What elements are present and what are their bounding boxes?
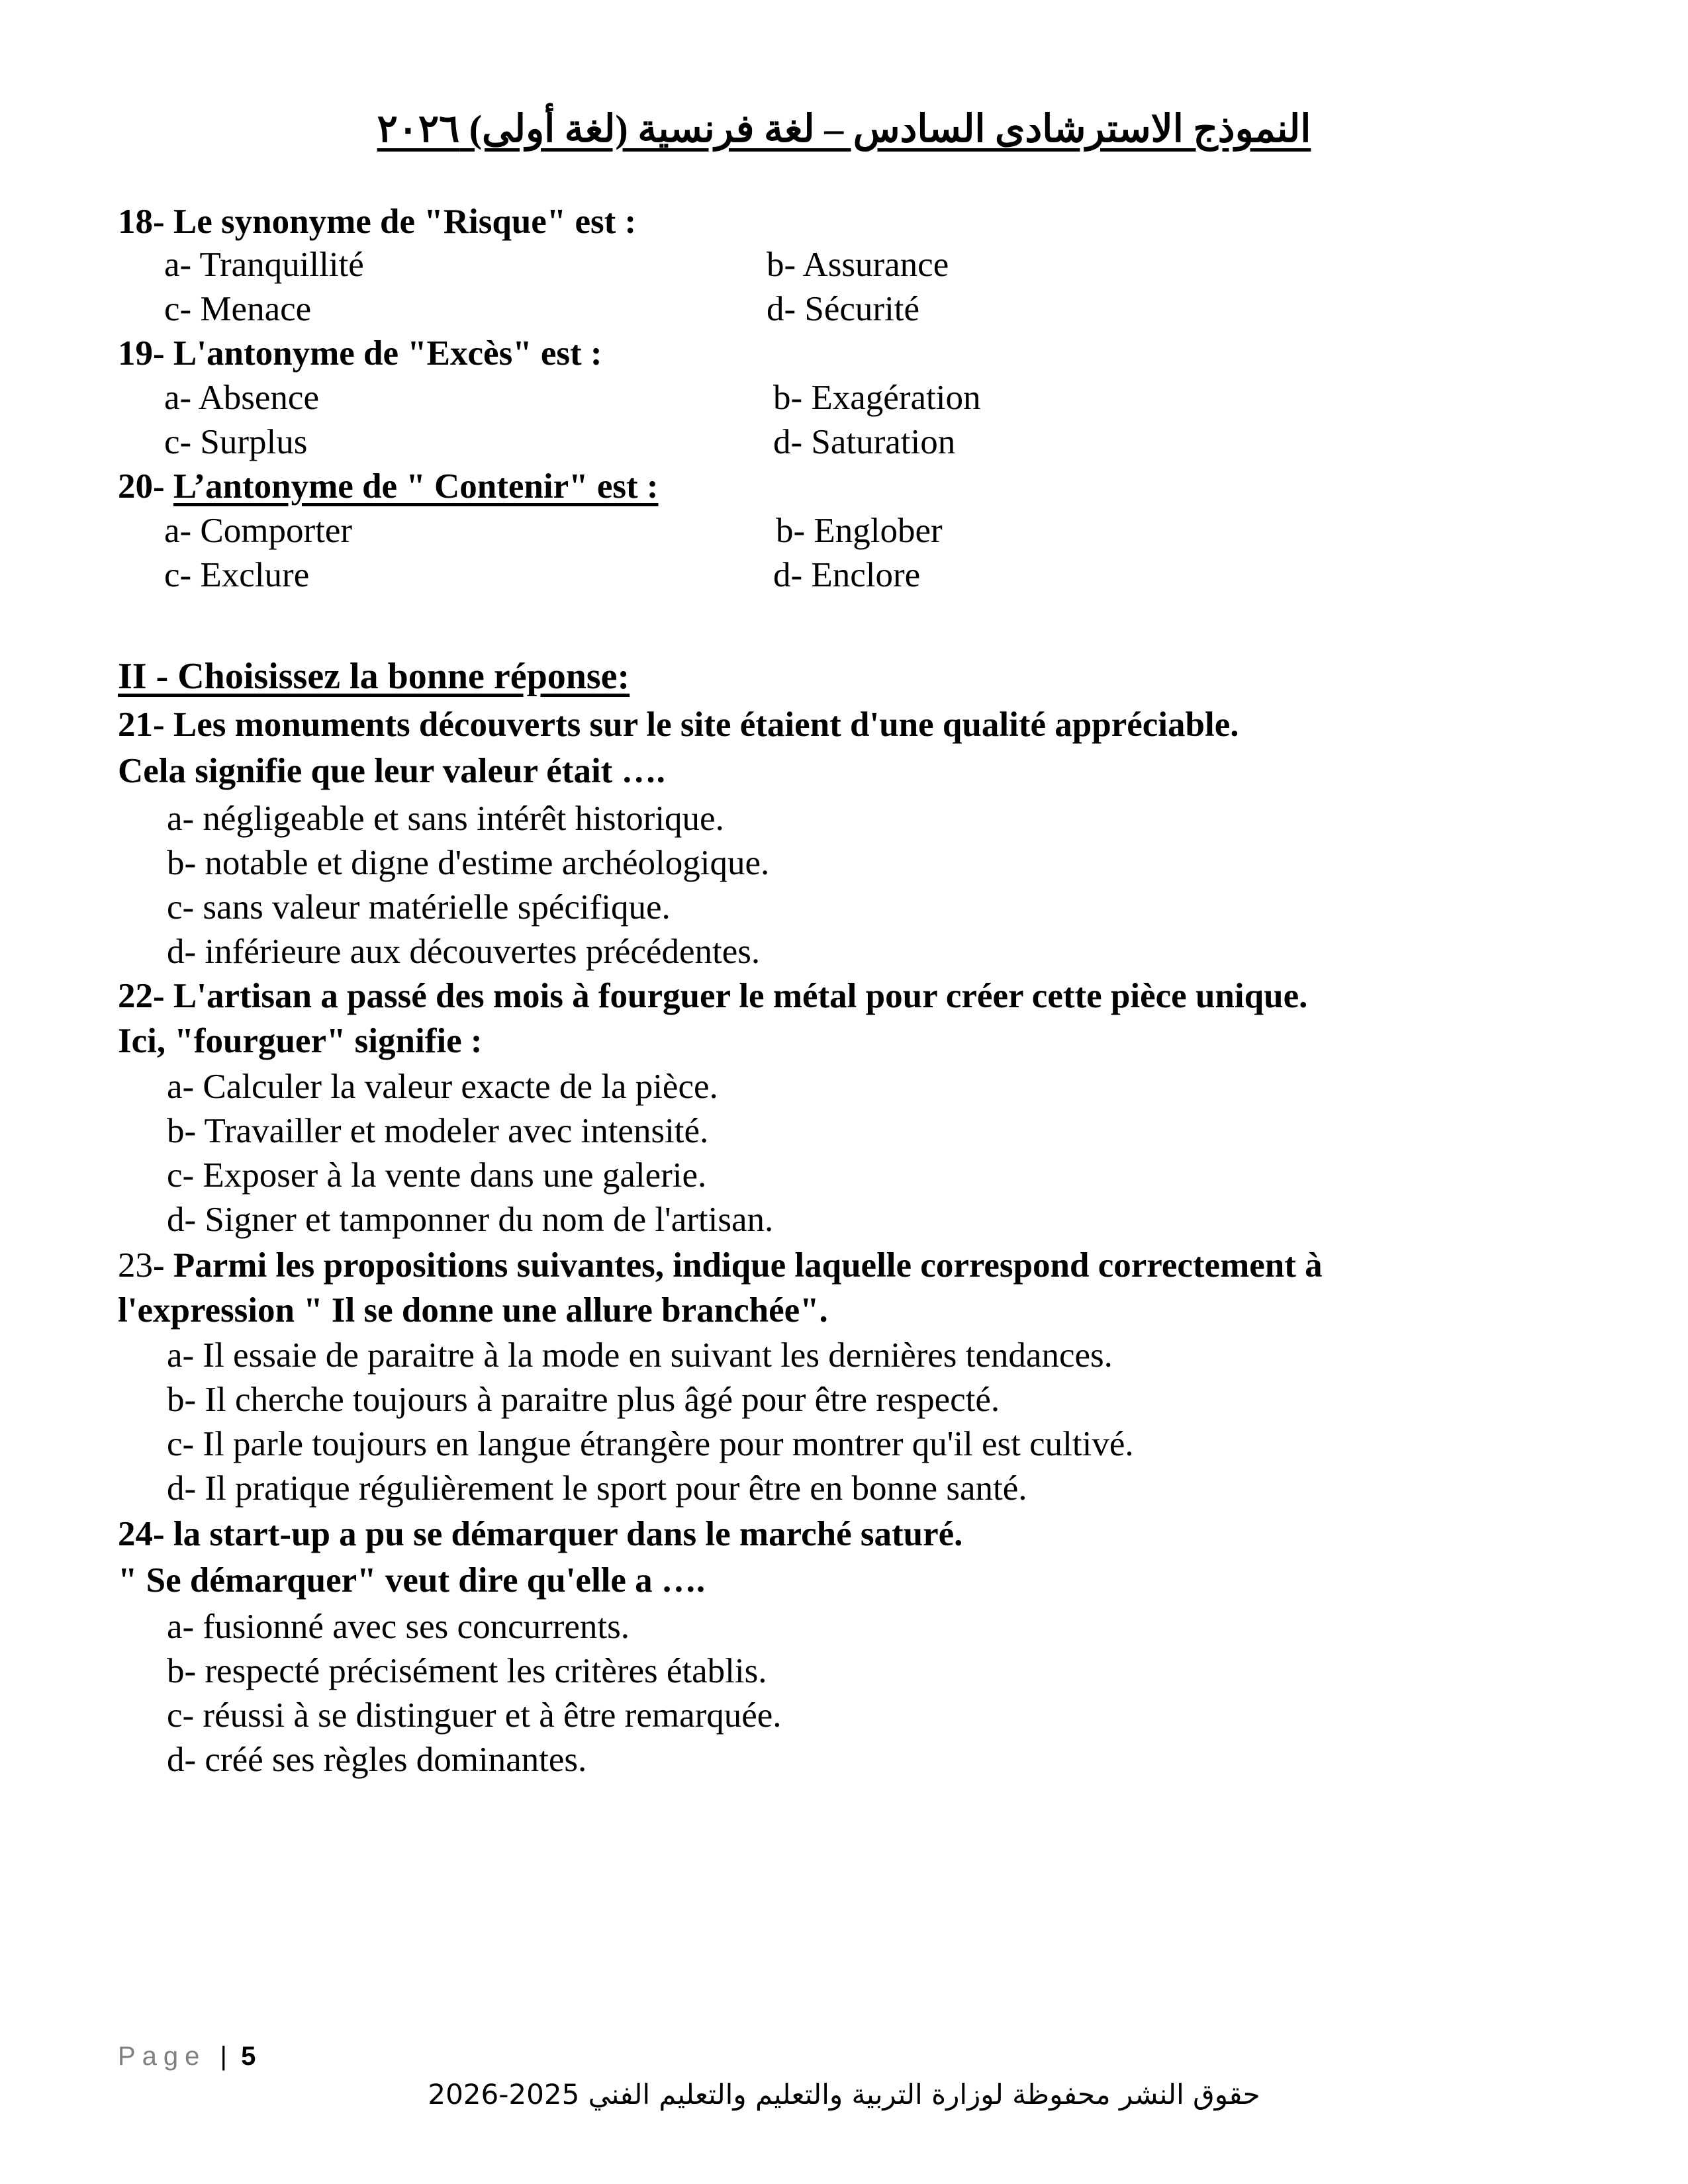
question-24-line1: 24- la start-up a pu se démarquer dans le marché saturé.	[118, 1515, 963, 1553]
q24-option-b: b- respecté précisément les critères établis.	[167, 1652, 767, 1690]
question-22-line1: 22- L'artisan a passé des mois à fourguer le métal pour créer cette pièce unique.	[118, 977, 1308, 1015]
page-number: 5	[241, 2042, 256, 2071]
question-18: 18- Le synonyme de "Risque" est :	[118, 203, 637, 241]
question-19: 19- L'antonyme de "Excès" est :	[118, 334, 602, 373]
q19-option-d: d- Saturation	[773, 423, 956, 461]
q20-option-a: a- Comporter	[164, 512, 353, 550]
question-22-line2: Ici, "fourguer" signifie :	[118, 1022, 483, 1060]
question-20-text: L’antonyme de " Contenir" est :	[173, 467, 659, 506]
q20-option-b: b- Englober	[776, 512, 943, 550]
page-header	[0, 106, 1688, 151]
q19-option-a: a- Absence	[164, 379, 319, 417]
q24-option-d: d- créé ses règles dominantes.	[167, 1741, 587, 1779]
q20-option-c: c- Exclure	[164, 556, 310, 594]
question-23-line2: l'expression " Il se donne une allure branchée".	[118, 1291, 828, 1330]
q19-option-c: c- Surplus	[164, 423, 308, 461]
q19-option-b: b- Exagération	[773, 379, 981, 417]
q24-option-c: c- réussi à se distinguer et à être remarquée.	[167, 1696, 782, 1735]
question-20	[118, 467, 659, 506]
q21-option-c: c- sans valeur matérielle spécifique.	[167, 888, 671, 927]
q22-option-a: a- Calculer la valeur exacte de la pièce.	[167, 1068, 718, 1106]
page-label: Page	[118, 2042, 207, 2071]
q22-option-b: b- Travailler et modeler avec intensité.	[167, 1112, 709, 1150]
page-number-footer	[118, 2042, 256, 2071]
question-24-line2: " Se démarquer" veut dire qu'elle a ….	[118, 1561, 706, 1600]
q18-option-b: b- Assurance	[767, 246, 949, 284]
q23-option-b: b- Il cherche toujours à paraitre plus âgé pour être respecté.	[167, 1381, 1000, 1419]
q18-option-a: a- Tranquillité	[164, 246, 364, 284]
q22-option-c: c- Exposer à la vente dans une galerie.	[167, 1156, 707, 1195]
q18-option-c: c- Menace	[164, 290, 312, 328]
q21-option-b: b- notable et digne d'estime archéologique.	[167, 844, 770, 882]
question-23-text: - Parmi les propositions suivantes, indique laquelle correspond correctement à	[153, 1246, 1323, 1285]
q18-option-d: d- Sécurité	[767, 290, 920, 328]
q22-option-d: d- Signer et tamponner du nom de l'artisan.	[167, 1201, 774, 1239]
question-20-number: 20-	[118, 467, 173, 506]
page-title: النموذج الاسترشادى السادس – لغة فرنسية (لغة أولى) ٢٠٢٦	[377, 107, 1311, 150]
question-21-line1: 21- Les monuments découverts sur le site étaient d'une qualité appréciable.	[118, 705, 1239, 744]
q23-option-c: c- Il parle toujours en langue étrangère pour montrer qu'il est cultivé.	[167, 1425, 1134, 1463]
section-title: II - Choisissez la bonne réponse:	[118, 656, 630, 697]
q21-option-a: a- négligeable et sans intérêt historique.	[167, 799, 724, 838]
page-separator: |	[220, 2042, 227, 2071]
question-23-line1	[118, 1246, 1323, 1285]
copyright-notice: حقوق النشر محفوظة لوزارة التربية والتعليم والتعليم الفني 2025-2026	[428, 2078, 1260, 2111]
question-23-number: 23	[118, 1246, 153, 1285]
question-21-line2: Cela signifie que leur valeur était ….	[118, 752, 665, 790]
q20-option-d: d- Enclore	[773, 556, 921, 594]
q24-option-a: a- fusionné avec ses concurrents.	[167, 1608, 630, 1646]
q21-option-d: d- inférieure aux découvertes précédentes.	[167, 933, 761, 971]
q23-option-d: d- Il pratique régulièrement le sport pour être en bonne santé.	[167, 1469, 1027, 1508]
q23-option-a: a- Il essaie de paraitre à la mode en suivant les dernières tendances.	[167, 1336, 1113, 1375]
